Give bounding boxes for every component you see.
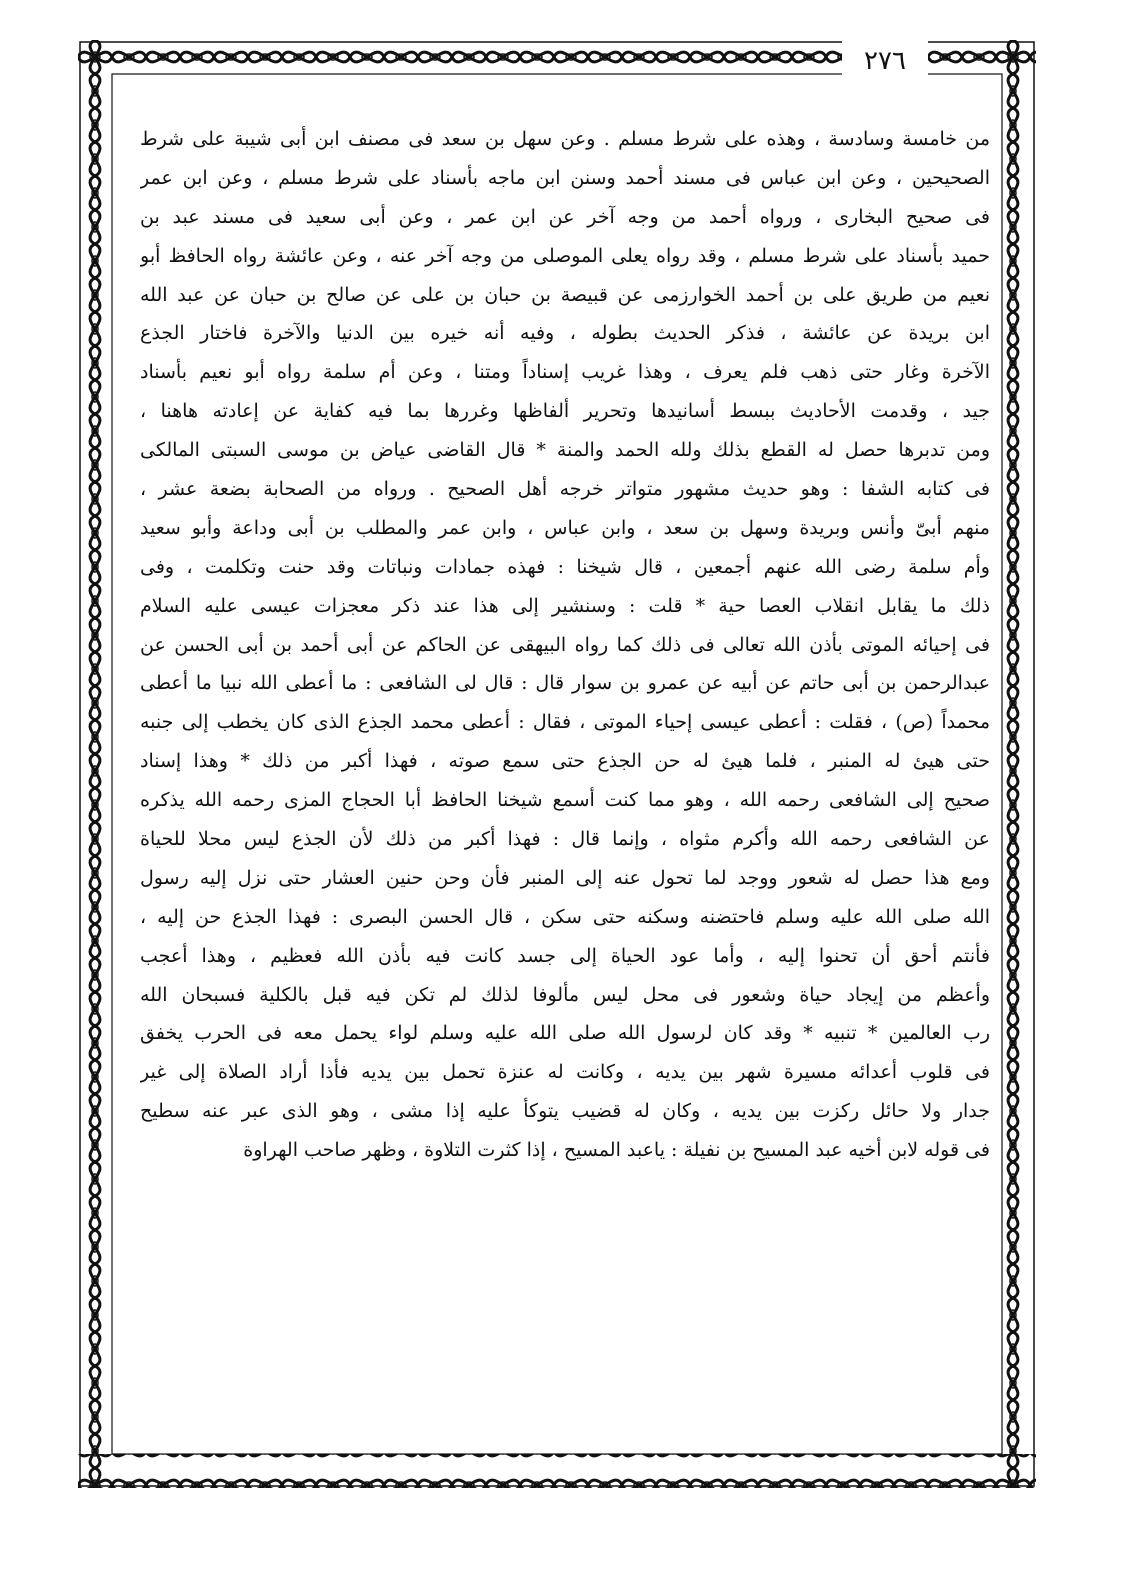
text-line: فى إحيائه الموتى بأذن الله تعالى فى ذلك كما رواه البيهقى عن الحاكم عن أبى أحمد بن أبى الحسن عن xyxy=(140,633,990,656)
text-line: الله صلى الله عليه وسلم فاحتضنه وسكنه حتى سكن ، قال الحسن البصرى : فهذا الجذع حن إليه ، xyxy=(140,905,990,928)
text-line: محمداً (ص) ، فقلت : أعطى عيسى إحياء الموتى ، فقال : أعطى محمد الجذع الذى كان يخطب إلى جنبه xyxy=(140,711,990,734)
text-line: وأم سلمة رضى الله عنهم أجمعين ، قال شيخنا : فهذه جمادات ونباتات وقد حنت وتكلمت ، وفى xyxy=(140,555,990,578)
text-line: ومن تدبرها حصل له القطع بذلك ولله الحمد والمنة * قال القاضى عياض بن موسى السبتى المالكى xyxy=(140,439,990,462)
text-line: من خامسة وسادسة ، وهذه على شرط مسلم . وعن سهل بن سعد فى مصنف ابن أبى شيبة على شرط xyxy=(140,128,990,150)
text-line: رب العالمين * تنبيه * وقد كان لرسول الله صلى الله عليه وسلم لواء يحمل معه فى الحرب يخفق xyxy=(140,1022,990,1045)
text-line: ذلك ما يقابل انقلاب العصا حية * قلت : وسنشير إلى هذا عند ذكر معجزات عيسى عليه السلام xyxy=(140,594,990,617)
text-line: جيد ، وقدمت الأحاديث ببسط أسانيدها وتحرير ألفاظها وغررها بما فيه كفاية عن إعادته هاهنا ، xyxy=(140,400,990,423)
text-line: فى قلوب أعدائه مسيرة شهر بين يديه ، وكانت له عنزة تحمل بين يديه فأذا أراد الصلاة إلى غير xyxy=(140,1061,990,1084)
text-line: منهم أبىّ وأنس وبريدة وسهل بن سعد ، وابن عباس ، وابن عمر والمطلب بن أبى وداعة وأبو سعيد xyxy=(140,516,990,539)
text-line: حتى هيئ له المنبر ، فلما هيئ له حن الجذع حتى سمع صوته ، فهذا أكبر من ذلك * وهذا إسناد xyxy=(140,750,990,773)
text-line: صحيح إلى الشافعى رحمه الله ، وهو مما كنت أسمع شيخنا الحافظ أبا الحجاج المزى رحمه الله يذكره xyxy=(140,789,990,812)
text-line: الآخرة وغار حتى ذهب فلم يعرف ، وهذا غريب إسناداً ومتنا ، وعن أم سلمة رواه أبو نعيم بأسناد xyxy=(140,361,990,384)
text-line: وأعظم من إيجاد حياة وشعور فى محل ليس مألوفا لذلك لم تكن فيه قبل بالكلية فسبحان الله xyxy=(140,983,990,1006)
text-line: نعيم من طريق على بن أحمد الخوارزمى عن قبيصة بن حبان بن على عن صالح بن حبان عن عبد الله xyxy=(140,283,990,306)
text-line: ابن بريدة عن عائشة ، فذكر الحديث بطوله ، وفيه أنه خيره بين الدنيا والآخرة فاختار الجذع xyxy=(140,322,990,345)
text-line: عن الشافعى رحمه الله وأكرم مثواه ، وإنما قال : فهذا أكبر من ذلك لأن الجذع ليس محلا للحياة xyxy=(140,828,990,851)
text-line: الصحيحين ، وعن ابن عباس فى مسند أحمد وسنن ابن ماجه بأسناد على شرط مسلم ، وعن ابن عمر xyxy=(140,166,990,189)
text-line: ومع هذا حصل له شعور ووجد لما تحول عنه إلى المنبر فأن وحن حنين العشار حتى نزل إليه رسول xyxy=(140,866,990,889)
page-number: ٢٧٦ xyxy=(842,40,928,82)
text-line: حميد بأسناد على شرط مسلم ، وقد رواه يعلى الموصلى من وجه آخر عنه ، وعن عائشة رواه الحافظ أبو xyxy=(140,244,990,267)
text-line: فى كتابه الشفا : وهو حديث مشهور متواتر خرجه أهل الصحيح . ورواه من الصحابة بضعة عشر ، xyxy=(140,478,990,501)
text-line: عبدالرحمن بن أبى حاتم عن أبيه عن عمرو بن سوار قال : قال لى الشافعى : ما أعطى الله نبيا ما أعطى xyxy=(140,672,990,695)
body-text xyxy=(140,120,990,1460)
text-line: فى قوله لابن أخيه عبد المسيح بن نفيلة : ياعبد المسيح ، إذا كثرت التلاوة ، وظهر صاحب الهراوة xyxy=(243,1139,990,1162)
text-line: فأنتم أحق أن تحنوا إليه ، وأما عود الحياة إلى جسد كانت فيه بأذن الله فعظيم ، وهذا أعجب xyxy=(140,944,990,967)
text-line: جدار ولا حائل ركزت بين يديه ، وكان له قضيب يتوكأ عليه إذا مشى ، وهو الذى عبر عنه سطيح xyxy=(140,1100,990,1123)
text-line: فى صحيح البخارى ، ورواه أحمد من وجه آخر عن ابن عمر ، وعن أبى سعيد فى مسند عبد بن xyxy=(140,205,990,228)
